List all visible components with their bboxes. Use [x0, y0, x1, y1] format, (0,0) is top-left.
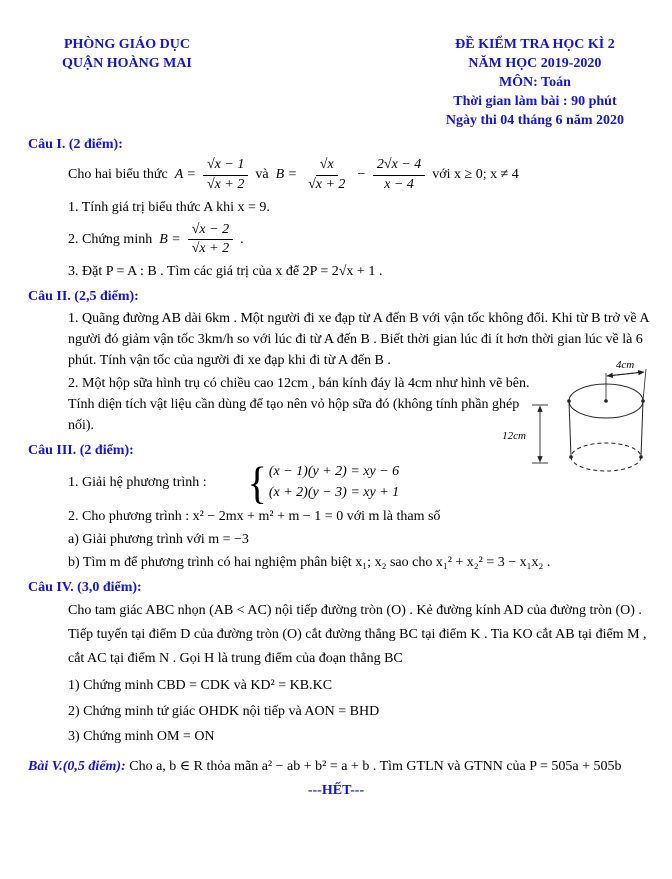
end-marker: ---HẾT--- [307, 783, 365, 799]
section-4-paragraph: Cho tam giác ABC nhọn (AB < AC) nội tiếp đường tròn (O) . Kẻ đường kính AD của đường tròn (O) . Tiếp tuyến tại điểm D của đường tròn (O) cắt đường thẳng BC tại điểm K . Tia KO cắt AB tại điểm M , cắt AC tại điểm N . Gọi H là trung điểm của đoạn thẳng BC [68, 602, 647, 666]
section-5-label: Bài V.(0,5 điểm): [28, 759, 126, 775]
equation-system [247, 456, 400, 508]
system-brace: { [247, 456, 267, 508]
section-2-item-2-wrap [0, 359, 672, 443]
fraction-a: $\frac{√x - 1}{√x + 2}$ [203, 156, 248, 193]
system-equations [269, 462, 399, 503]
section-2-item-1: 1. Quãng đường AB dài 6km . Một người đi xe đạp từ A đến B với vận tốc không đổi. Khi từ B trở về A người đó giảm vận tốc 3km/h so với lúc đi từ A đến B . Biết thời gian lúc đi ít hơn thời gian lúc về là 6 phút. Tính vận tốc của người đi xe đạp khi đi từ A đến B . [68, 311, 649, 369]
cylinder-side-right [641, 401, 643, 457]
section-3-item-2a: a) Giải phương trình với m = −3 [68, 531, 249, 547]
section-1-item-3: 3. Đặt P = A : B . Tìm các giá trị của x để 2P = 2√x + 1 . [68, 264, 383, 280]
condition-text: với x ≥ 0; x ≠ 4 [432, 167, 519, 183]
section-2 [0, 289, 672, 443]
school-block [62, 36, 192, 130]
section-4-item-1: 1) Chứng minh CBD = CDK và KD² = KB.KC [68, 678, 333, 694]
section-2-heading: Câu II. (2,5 điểm): [28, 289, 139, 305]
exam-year: NĂM HỌC 2019-2020 [468, 55, 602, 71]
item2-period: . [240, 231, 244, 247]
cylinder-bottom-ellipse [571, 443, 641, 471]
right-base-dot [639, 455, 643, 459]
section-1 [0, 137, 672, 282]
system-intro: 1. Giải hệ phương trình : [68, 474, 207, 490]
section-4-item-2: 2) Chứng minh tứ giác OHDK nội tiếp và AON = BHD [68, 703, 380, 719]
intro-text: Cho hai biểu thức [68, 167, 168, 183]
exam-subject: MÔN: Toán [498, 74, 571, 90]
radius-arrow3 [607, 372, 644, 376]
section-4-heading: Câu IV. (3,0 điểm): [28, 579, 142, 595]
cylinder-side-left [569, 401, 571, 457]
exam-header [0, 36, 672, 130]
section-4-item-3: 3) Chứng minh OM = ON [68, 729, 215, 745]
item2-b-lhs: B = [159, 231, 181, 247]
section-1-intro [68, 156, 662, 193]
system-eq-1: (x − 1)(y + 2) = xy − 6 [268, 464, 400, 480]
cylinder-svg [496, 359, 668, 477]
section-5 [28, 756, 662, 777]
section-1-item-2 [68, 221, 662, 258]
minus-sign: − [356, 167, 366, 183]
school-line1: PHÒNG GIÁO DỤC [63, 37, 190, 52]
section-3-heading: Câu III. (2 điểm): [28, 443, 134, 459]
school-line2: QUẬN HOÀNG MAI [62, 55, 192, 71]
item2-text: 2. Chứng minh [68, 231, 153, 247]
exam-info-block [446, 36, 632, 130]
exam-duration: Thời gian làm bài : 90 phút [453, 93, 617, 109]
radius-label: 4cm [615, 359, 635, 372]
fraction-b2: $\frac{2√x - 4}{x - 4}$ [373, 156, 425, 193]
fraction-b-simplified: $\frac{√x - 2}{√x + 2}$ [188, 221, 233, 258]
section-4 [0, 580, 672, 748]
section-3-item-2b: b) Tìm m để phương trình có hai nghiệm phân biệt x₁; x₂ sao cho x₁² + x₂² = 3 − x₁x₂ . [68, 554, 551, 570]
section-3-item-2: 2. Cho phương trình : x² − 2mx + m² + m − 1 = 0 với m là tham số [68, 508, 441, 524]
section-1-item-1: 1. Tính giá trị biểu thức A khi x = 9. [68, 199, 270, 215]
height-label: 12cm [502, 430, 526, 443]
formula-b-lhs: B = [275, 167, 298, 183]
section-1-heading: Câu I. (2 điểm): [28, 137, 123, 153]
exam-title: ĐỀ KIỂM TRA HỌC KÌ 2 [455, 37, 615, 52]
section-5-text: Cho a, b ∈ R thỏa mãn a² − ab + b² = a + b . Tìm GTLN và GTNN của P = 505a + 505b [129, 759, 622, 775]
system-eq-2: (x + 2)(y − 3) = xy + 1 [268, 484, 400, 500]
left-base-dot [569, 455, 573, 459]
radius-guide-right [643, 369, 646, 401]
left-rim-dot [567, 399, 571, 403]
formula-a-lhs: A = [174, 167, 196, 183]
cylinder-figure [496, 359, 668, 477]
section-2-item-2: 2. Một hộp sữa hình trụ có chiều cao 12cm , bán kính đáy là 4cm như hình vẽ bên. Tính diện tích vật liệu cần dùng để tạo nên vỏ hộp sữa đó (không tính phần ghép nối). [68, 376, 530, 434]
exam-date: Ngày thi 04 tháng 6 năm 2020 [445, 112, 624, 128]
fraction-b1: $\frac{√x}{√x + 2}$ [308, 157, 346, 192]
intro-and: và [255, 167, 269, 183]
